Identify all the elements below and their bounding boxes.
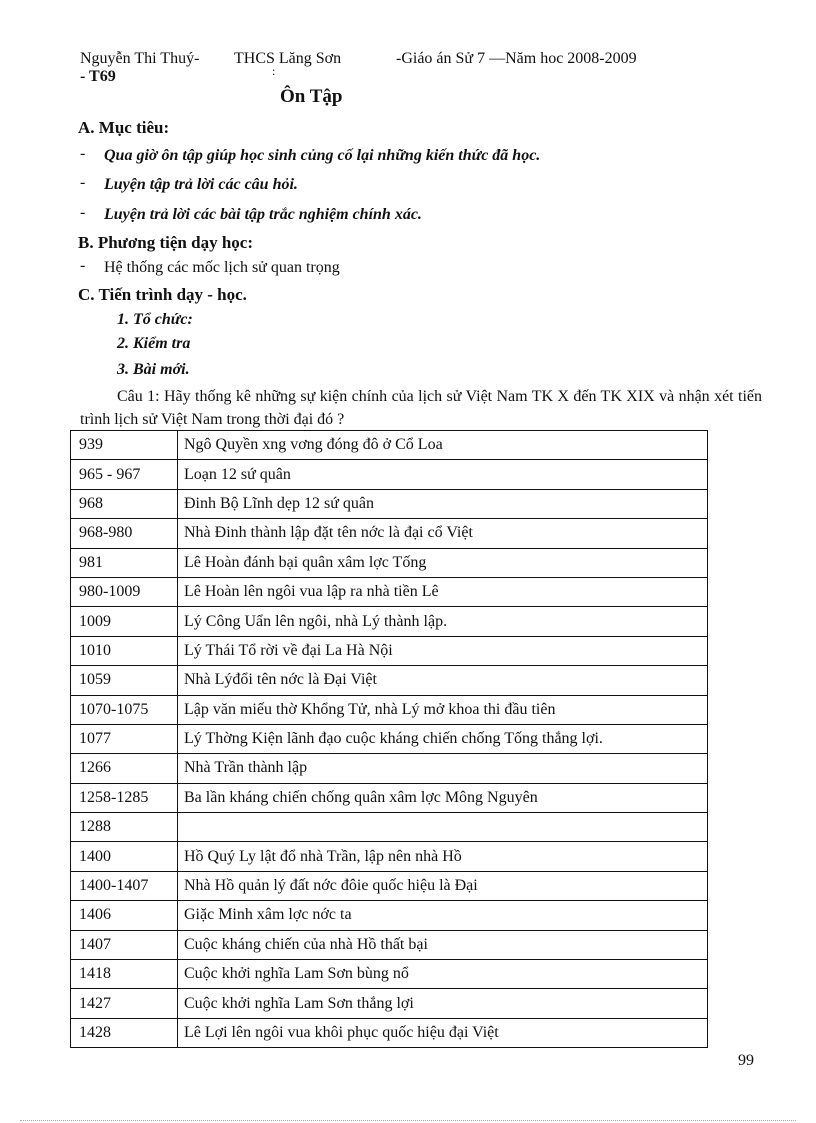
table-row — [71, 607, 708, 636]
table-row — [71, 989, 708, 1018]
event-description: Cuộc khởi nghĩa Lam Sơn bùng nổ — [178, 960, 708, 989]
table-row — [71, 1018, 708, 1047]
event-year: 1428 — [71, 1018, 178, 1047]
event-description: Lý Công Uẩn lên ngôi, nhà Lý thành lập. — [178, 607, 708, 636]
table-row — [71, 666, 708, 695]
event-year: 980-1009 — [71, 577, 178, 606]
event-description: Đinh Bộ Lĩnh dẹp 12 sứ quân — [178, 489, 708, 518]
page-number: 99 — [738, 1052, 754, 1069]
section-b-heading: B. Phương tiện dạy học: — [78, 233, 253, 252]
table-row — [71, 930, 708, 959]
event-description: Giặc Minh xâm lợc nớc ta — [178, 901, 708, 930]
event-year: 1077 — [71, 724, 178, 753]
table-row — [71, 636, 708, 665]
event-description: Ngô Quyền xng vơng đóng đô ở Cổ Loa — [178, 431, 708, 460]
table-row — [71, 901, 708, 930]
event-description: Nhà Lýđổi tên nớc là Đại Việt — [178, 666, 708, 695]
section-a-heading: A. Mục tiêu: — [78, 118, 170, 137]
event-description: Loạn 12 sứ quân — [178, 460, 708, 489]
event-description: Hồ Quý Ly lật đổ nhà Trần, lập nên nhà Hồ — [178, 842, 708, 871]
document-page: Nguyễn Thi Thuý- THCS Lăng Sơn -Giáo án Sử 7 —Năm hoc 2008-2009 : - T69 Ôn Tập A. Mục tiêu: - Qua giờ ôn tập giúp học sinh củng cố lại những kiến thức đã học. - Luyện tập trả lời các câu hỏi. - Luyện trả lời các bài tập trắc nghiệm chính xác. B. Phương tiện dạy học: - Hệ thống các mốc lịch sử quan trọng C. Tiến trình dạy - học. 1. Tổ chức: 2. Kiểm tra 3. Bài mới. Câu 1: Hãy thống kê những sự kiện chính của lịch sử Việt Nam TK X đến TK XIX và nhận xét tiến trình lịch sử Việt Nam trong thời đại đó ? 939 Ngô Quyền xng vơng đóng đô ở Cổ Loa 965 - 967 Loạn 12 sứ quân 968 Đinh Bộ Lĩnh dẹp 12 sứ quân 968-980 Nhà Đinh thành lập đặt tên nớc là đại cổ Việt 981 Lê Hoàn đánh bại quân xâm lợc Tống 980-1009 Lê Hoàn lên ngôi vua lập ra nhà tiền Lê 1009 Lý Công Uẩn lên ngôi, nhà Lý thành lập. 1010 Lý Thái Tổ rời về đại La Hà Nội 1059 Nhà Lýđổi tên nớc là Đại Việt 1070-1075 Lập văn miếu thờ Khổng Tử, nhà Lý mở khoa thi đầu tiên 1077 Lý Thờng Kiện lãnh đạo cuộc kháng chiến chống Tống thắng lợi. 1266 Nhà Trần thành lập 1258-1285 Ba lần kháng chiến chống quân xâm lợc Mông Nguyên 1288 1400 Hồ Quý Ly lật đổ nhà Trần, lập nên nhà Hồ 1400-1407 Nhà Hồ quản lý đất nớc đôie quốc hiệu là Đại 1406 Giặc Minh xâm lợc nớc ta 1407 Cuộc kháng chiến của nhà Hồ thất bại 1418 Cuộc khởi nghĩa Lam Sơn bùng nổ 1427 Cuộc khởi nghĩa Lam Sơn thắng lợi 1428 Lê Lợi lên ngôi vua khôi phục quốc hiệu đại Việt 99 — [0, 0, 816, 1123]
event-year: 968 — [71, 489, 178, 518]
table-row — [71, 813, 708, 842]
event-year: 1266 — [71, 754, 178, 783]
step-new-lesson: 3. Bài mới. — [117, 361, 190, 378]
event-year: 1288 — [71, 813, 178, 842]
table-row — [71, 431, 708, 460]
step-organization: 1. Tổ chức: — [117, 311, 193, 328]
event-year: 1407 — [71, 930, 178, 959]
event-year: 1059 — [71, 666, 178, 695]
table-row — [71, 519, 708, 548]
event-description: Nhà Đinh thành lập đặt tên nớc là đại cổ Việt — [178, 519, 708, 548]
header-subject: -Giáo án Sử 7 —Năm hoc 2008-2009 — [396, 50, 637, 67]
table-row — [71, 489, 708, 518]
event-year: 1400-1407 — [71, 871, 178, 900]
table-row — [71, 960, 708, 989]
event-description: Lập văn miếu thờ Khổng Tử, nhà Lý mở khoa thi đầu tiên — [178, 695, 708, 724]
event-description — [178, 813, 708, 842]
event-year: 1418 — [71, 960, 178, 989]
step-check: 2. Kiểm tra — [117, 335, 191, 352]
header-colon: : — [272, 64, 276, 78]
table-row — [71, 842, 708, 871]
event-year: 939 — [71, 431, 178, 460]
event-year: 1009 — [71, 607, 178, 636]
section-c-heading: C. Tiến trình dạy - học. — [78, 285, 247, 304]
event-description: Lý Thờng Kiện lãnh đạo cuộc kháng chiến chống Tống thắng lợi. — [178, 724, 708, 753]
table-row — [71, 754, 708, 783]
event-year: 1258-1285 — [71, 783, 178, 812]
event-description: Nhà Trần thành lập — [178, 754, 708, 783]
event-year: 965 - 967 — [71, 460, 178, 489]
event-description: Ba lần kháng chiến chống quân xâm lợc Mông Nguyên — [178, 783, 708, 812]
table-row — [71, 695, 708, 724]
table-row — [71, 871, 708, 900]
events-table — [70, 430, 708, 1048]
page-title: Ôn Tập — [280, 86, 343, 107]
header-school: THCS Lăng Sơn — [234, 50, 342, 67]
event-year: 968-980 — [71, 519, 178, 548]
page-bottom-rule — [20, 1120, 796, 1121]
event-year: 1070-1075 — [71, 695, 178, 724]
event-description: Lê Hoàn đánh bại quân xâm lợc Tống — [178, 548, 708, 577]
event-description: Lê Lợi lên ngôi vua khôi phục quốc hiệu đại Việt — [178, 1018, 708, 1047]
table-row — [71, 577, 708, 606]
event-description: Cuộc khởi nghĩa Lam Sơn thắng lợi — [178, 989, 708, 1018]
event-description: Lê Hoàn lên ngôi vua lập ra nhà tiền Lê — [178, 577, 708, 606]
event-year: 1406 — [71, 901, 178, 930]
event-description: Lý Thái Tổ rời về đại La Hà Nội — [178, 636, 708, 665]
table-row — [71, 460, 708, 489]
question-text: Câu 1: Hãy thống kê những sự kiện chính của lịch sử Việt Nam TK X đến TK XIX và nhận xét tiến trình lịch sử Việt Nam trong thời đại đó ? — [80, 388, 762, 428]
event-year: 1010 — [71, 636, 178, 665]
table-row — [71, 724, 708, 753]
header-author: Nguyễn Thi Thuý- — [80, 50, 200, 67]
event-year: 1400 — [71, 842, 178, 871]
table-row — [71, 783, 708, 812]
table-row — [71, 548, 708, 577]
lesson-code: - T69 — [80, 68, 116, 85]
event-description: Cuộc kháng chiến của nhà Hồ thất bại — [178, 930, 708, 959]
event-year: 1427 — [71, 989, 178, 1018]
event-year: 981 — [71, 548, 178, 577]
event-description: Nhà Hồ quản lý đất nớc đôie quốc hiệu là Đại — [178, 871, 708, 900]
